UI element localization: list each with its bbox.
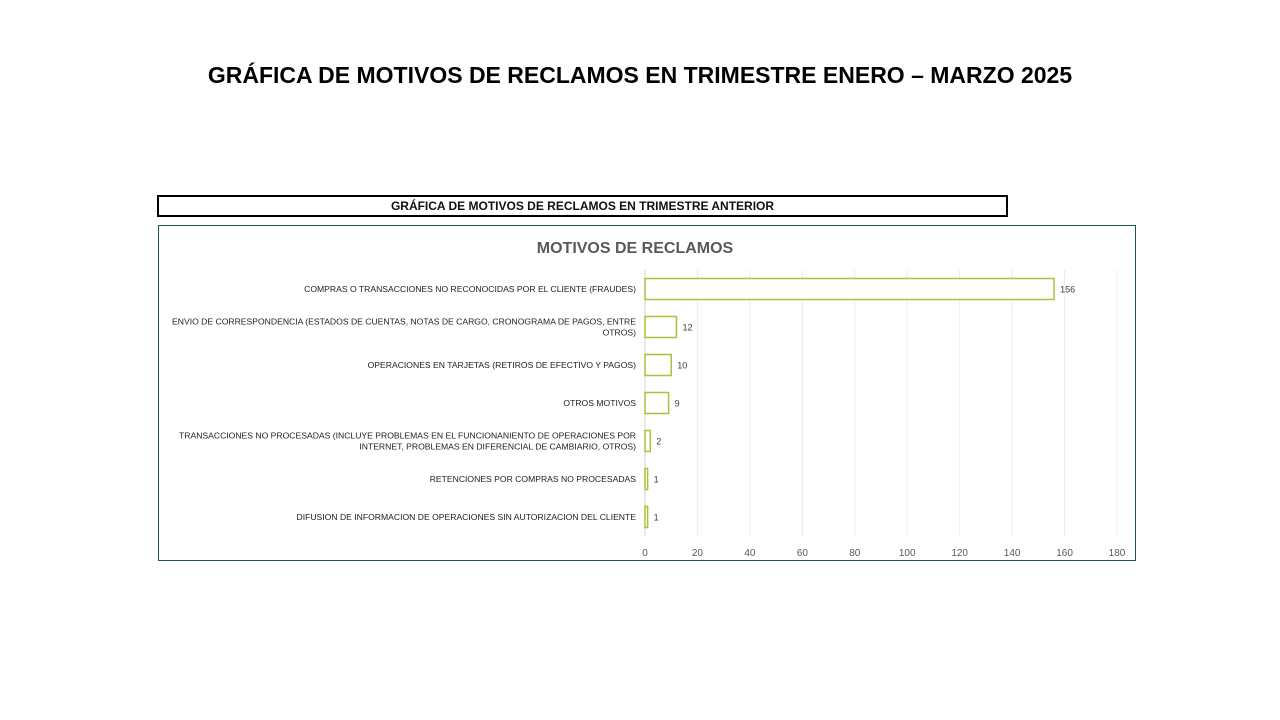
x-tick-label: 80	[849, 548, 861, 559]
subtitle-box: GRÁFICA DE MOTIVOS DE RECLAMOS EN TRIMESTRE ANTERIOR	[157, 195, 1008, 217]
x-tick-label: 20	[691, 548, 704, 559]
data-label: 12	[682, 322, 693, 333]
category-label	[563, 398, 636, 408]
bar	[645, 355, 671, 376]
x-tick-label: 140	[1003, 548, 1021, 559]
category-label-line: ENVIO DE CORRESPONDENCIA (ESTADOS DE CUENTAS, NOTAS DE CARGO, CRONOGRAMA DE PAGOS, ENTRE	[172, 316, 636, 327]
category-label	[179, 431, 636, 452]
category-label	[368, 360, 637, 370]
x-tick-label: 60	[796, 548, 808, 559]
category-label-line: OTROS)	[602, 327, 636, 338]
bar	[645, 469, 648, 490]
bar	[645, 507, 648, 528]
chart-title: MOTIVOS DE RECLAMOS	[536, 240, 734, 257]
chart-frame	[158, 225, 1136, 561]
category-label-line: DIFUSION DE INFORMACION DE OPERACIONES SIN AUTORIZACION DEL CLIENTE	[296, 512, 636, 522]
category-label-line: RETENCIONES POR COMPRAS NO PROCESADAS	[429, 474, 636, 484]
bar	[645, 431, 650, 452]
data-label: 1	[653, 474, 659, 485]
data-label: 9	[674, 398, 680, 409]
category-label-line: OTROS MOTIVOS	[563, 398, 636, 408]
data-label: 1	[653, 512, 659, 523]
category-label-line: TRANSACCIONES NO PROCESADAS (INCLUYE PROBLEMAS EN EL FUNCIONANIENTO DE OPERACIONES POR	[179, 430, 636, 441]
data-label: 10	[677, 360, 688, 371]
x-tick-label: 40	[744, 548, 756, 559]
bar	[645, 317, 676, 338]
x-tick-label: 160	[1056, 548, 1073, 559]
category-label	[172, 317, 636, 338]
page-title: GRÁFICA DE MOTIVOS DE RECLAMOS EN TRIMESTRE ENERO – MARZO 2025	[207, 62, 1073, 88]
category-label-line: COMPRAS O TRANSACCIONES NO RECONOCIDAS POR EL CLIENTE (FRAUDES)	[304, 284, 636, 294]
category-label-line: OPERACIONES EN TARJETAS (RETIROS DE EFECTIVO Y PAGOS)	[367, 360, 636, 370]
x-tick-label: 180	[1108, 548, 1126, 559]
data-label: 2	[656, 436, 662, 447]
x-tick-label: 100	[898, 548, 916, 559]
data-label: 156	[1060, 284, 1076, 295]
category-label	[430, 474, 637, 484]
category-label-line: INTERNET, PROBLEMAS EN DIFERENCIAL DE CAMBIARIO, OTROS)	[359, 441, 636, 452]
category-label	[297, 512, 637, 522]
x-tick-label: 0	[642, 548, 648, 559]
bar	[645, 393, 669, 414]
x-tick-label: 120	[951, 548, 969, 559]
bar-chart	[159, 226, 1135, 560]
category-label	[304, 284, 636, 294]
bar	[645, 279, 1054, 300]
